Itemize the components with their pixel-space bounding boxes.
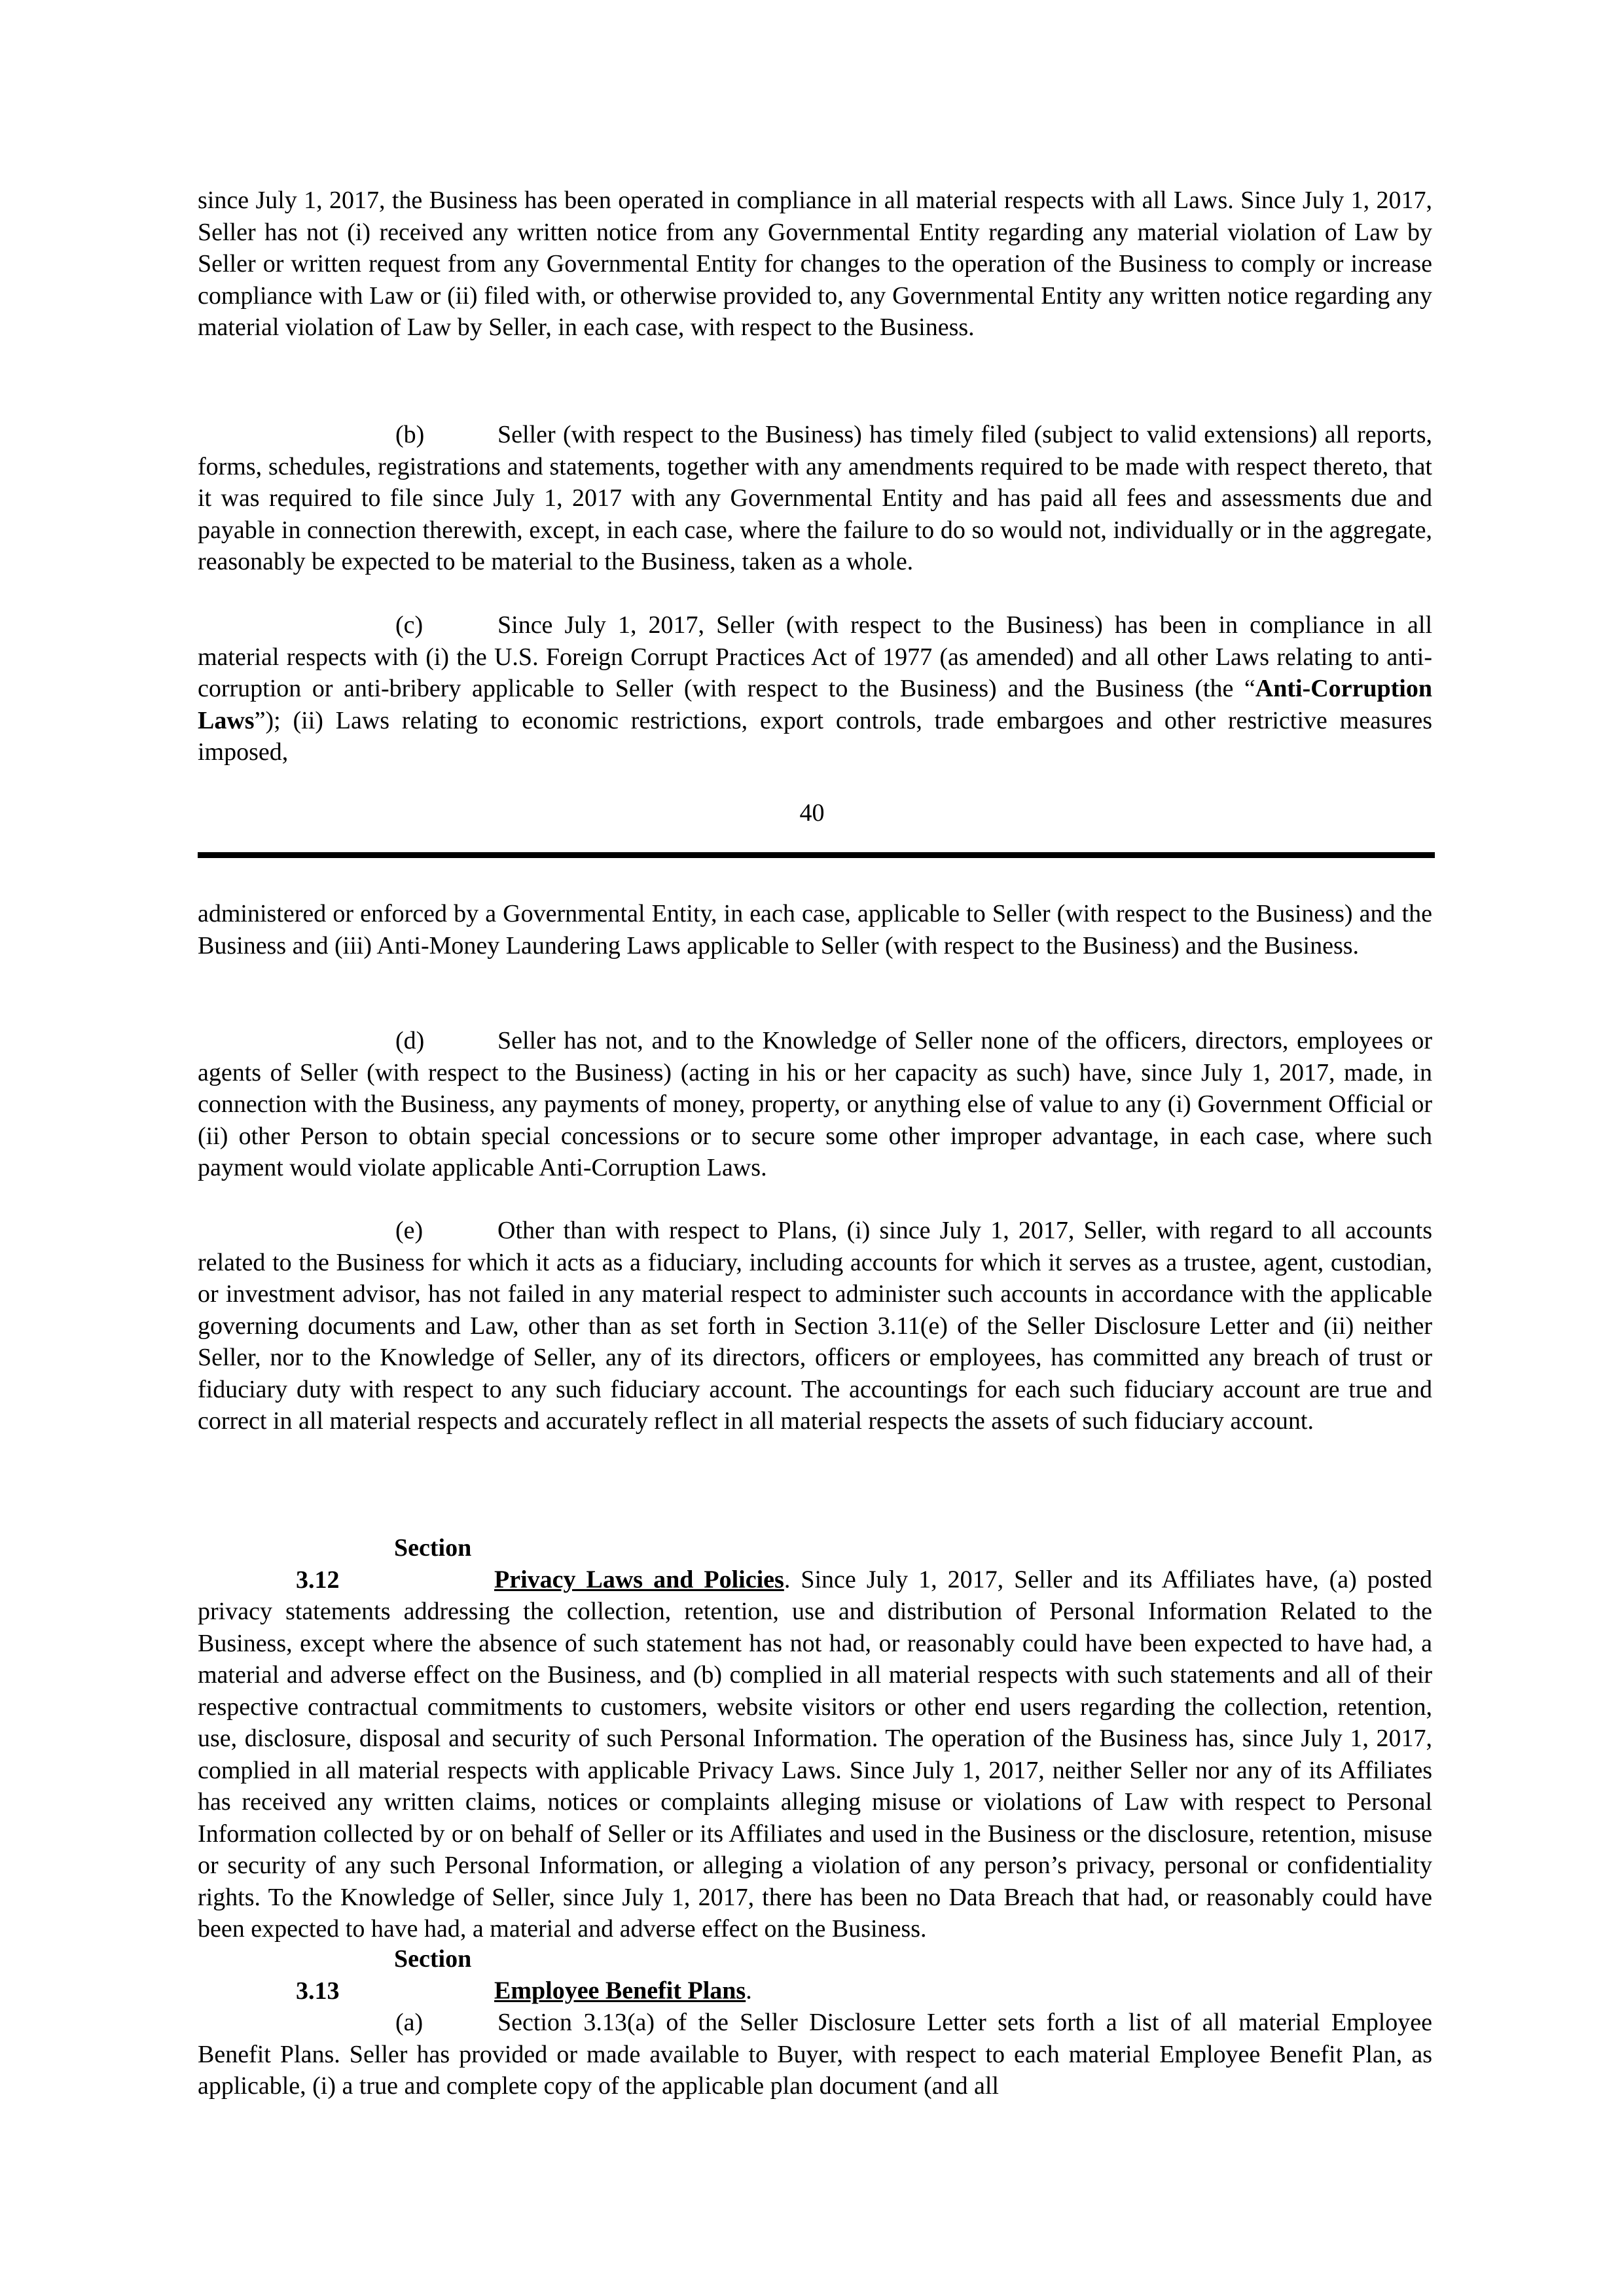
section-3-12-number: Section 3.12	[296, 1534, 472, 1594]
subsection-3-13-a-label: (a)	[395, 2009, 424, 2036]
subsection-d-label: (d)	[395, 1027, 425, 1054]
section-3-12	[198, 1532, 1432, 1945]
subsection-3-13-a	[198, 2007, 1432, 2102]
subsection-b-label: (b)	[395, 421, 425, 448]
subsection-d	[198, 1025, 1432, 1184]
subsection-d-text: Seller has not, and to the Knowledge of Seller none of the officers, directors, employees or agents of Seller (with respect to the Business) (acting in his or her capacity as such) have, since July 1, 2017, made, in connection with the Business, any payments of money, property, or anything else of value to any (i) Government Official or (ii) other Person to obtain special concessions or to secure some other improper advantage, in each case, where such payment would violate applicable Anti-Corruption Laws.	[198, 1027, 1432, 1181]
subsection-c-label: (c)	[395, 611, 424, 639]
page-number: 40	[799, 799, 825, 827]
section-3-13-title-suffix: .	[746, 1977, 752, 2005]
section-3-12-title: Privacy Laws and Policies	[494, 1566, 784, 1594]
subsection-e	[198, 1215, 1432, 1437]
continuation-text-next-page: administered or enforced by a Governmental Entity, in each case, applicable to Seller (with respect to the Business) and the Business and (iii) Anti-Money Laundering Laws applicable to Seller (with respect to the Business) and the Business.	[198, 900, 1432, 960]
subsection-b-text: Seller (with respect to the Business) has timely filed (subject to valid extensions) all reports, forms, schedules, registrations and statements, together with any amendments required to be made with respect thereto, that it was required to file since July 1, 2017 with any Governmental Entity and has paid all fees and assessments due and payable in connection therewith, except, in each case, where the failure to do so would not, individually or in the aggregate, reasonably be expected to be material to the Business, taken as a whole.	[198, 421, 1432, 575]
subsection-c	[198, 609, 1432, 768]
subsection-c-text-after: ”); (ii) Laws relating to economic restrictions, export controls, trade embargoes and other restrictive measures imposed,	[198, 706, 1432, 766]
subsection-b	[198, 419, 1432, 578]
section-3-12-text: . Since July 1, 2017, Seller and its Affiliates have, (a) posted privacy statements addressing the collection, retention, use and distribution of Personal Information Related to the Business, except where the absence of such statement has not had, or reasonably could have been expected to have had, a material and adverse effect on the Business, and (b) complied in all material respects with such statements and all of their respective contractual commitments to customers, website visitors or other end users regarding the collection, retention, use, disclosure, disposal and security of such Personal Information. The operation of the Business has, since July 1, 2017, complied in all material respects with applicable Privacy Laws. Since July 1, 2017, neither Seller nor any of its Affiliates has received any written claims, notices or complaints alleging misuse or violations of Law with respect to Personal Information collected by or on behalf of Seller or its Affiliates and used in the Business or the disclosure, retention, misuse or security of any such Personal Information, or alleging a violation of any person’s privacy, personal or confidentiality rights. To the Knowledge of Seller, since July 1, 2017, there has been no Data Breach that had, or reasonably could have been expected to have had, a material and adverse effect on the Business.	[198, 1566, 1432, 1943]
section-3-13-heading	[198, 1943, 1432, 2007]
section-3-13-title: Employee Benefit Plans	[494, 1977, 746, 2005]
continuation-paragraph	[198, 185, 1432, 344]
continuation-text: since July 1, 2017, the Business has been operated in compliance in all material respects with all Laws. Since July 1, 2017, Seller has not (i) received any written notice from any Governmental Entity regarding any material violation of Law by Seller or written request from any Governmental Entity for changes to the operation of the Business to comply or increase compliance with Law or (ii) filed with, or otherwise provided to, any Governmental Entity any written notice regarding any material violation of Law by Seller, in each case, with respect to the Business.	[198, 187, 1432, 341]
continuation-paragraph-next-page	[198, 898, 1432, 961]
page-divider	[198, 852, 1435, 858]
subsection-3-13-a-text: Section 3.13(a) of the Seller Disclosure Letter sets forth a list of all material Employee Benefit Plans. Seller has provided or made available to Buyer, with respect to each material Employee Benefit Plan, as applicable, (i) a true and complete copy of the applicable plan document (and all	[198, 2009, 1432, 2100]
subsection-e-text: Other than with respect to Plans, (i) since July 1, 2017, Seller, with regard to all accounts related to the Business for which it acts as a fiduciary, including accounts for which it serves as a trustee, agent, custodian, or investment advisor, has not failed in any material respect to administer such accounts in accordance with the applicable governing documents and Law, other than as set forth in Section 3.11(e) of the Seller Disclosure Letter and (ii) neither Seller, nor to the Knowledge of Seller, any of its directors, officers or employees, has committed any breach of trust or fiduciary duty with respect to any such fiduciary account. The accountings for each such fiduciary account are true and correct in all material respects and accurately reflect in all material respects the assets of such fiduciary account.	[198, 1217, 1432, 1435]
defined-term-anti-corruption-laws: Anti-Corruption Laws	[198, 675, 1432, 734]
subsection-e-label: (e)	[395, 1217, 424, 1244]
section-3-13-number: Section 3.13	[296, 1945, 472, 2005]
subsection-c-text-before: Since July 1, 2017, Seller (with respect to the Business) has been in compliance in all material respects with (i) the U.S. Foreign Corrupt Practices Act of 1977 (as amended) and all other Laws relating to anti-corruption or anti-bribery applicable to Seller (with respect to the Business) and the Business (the “	[198, 611, 1432, 702]
